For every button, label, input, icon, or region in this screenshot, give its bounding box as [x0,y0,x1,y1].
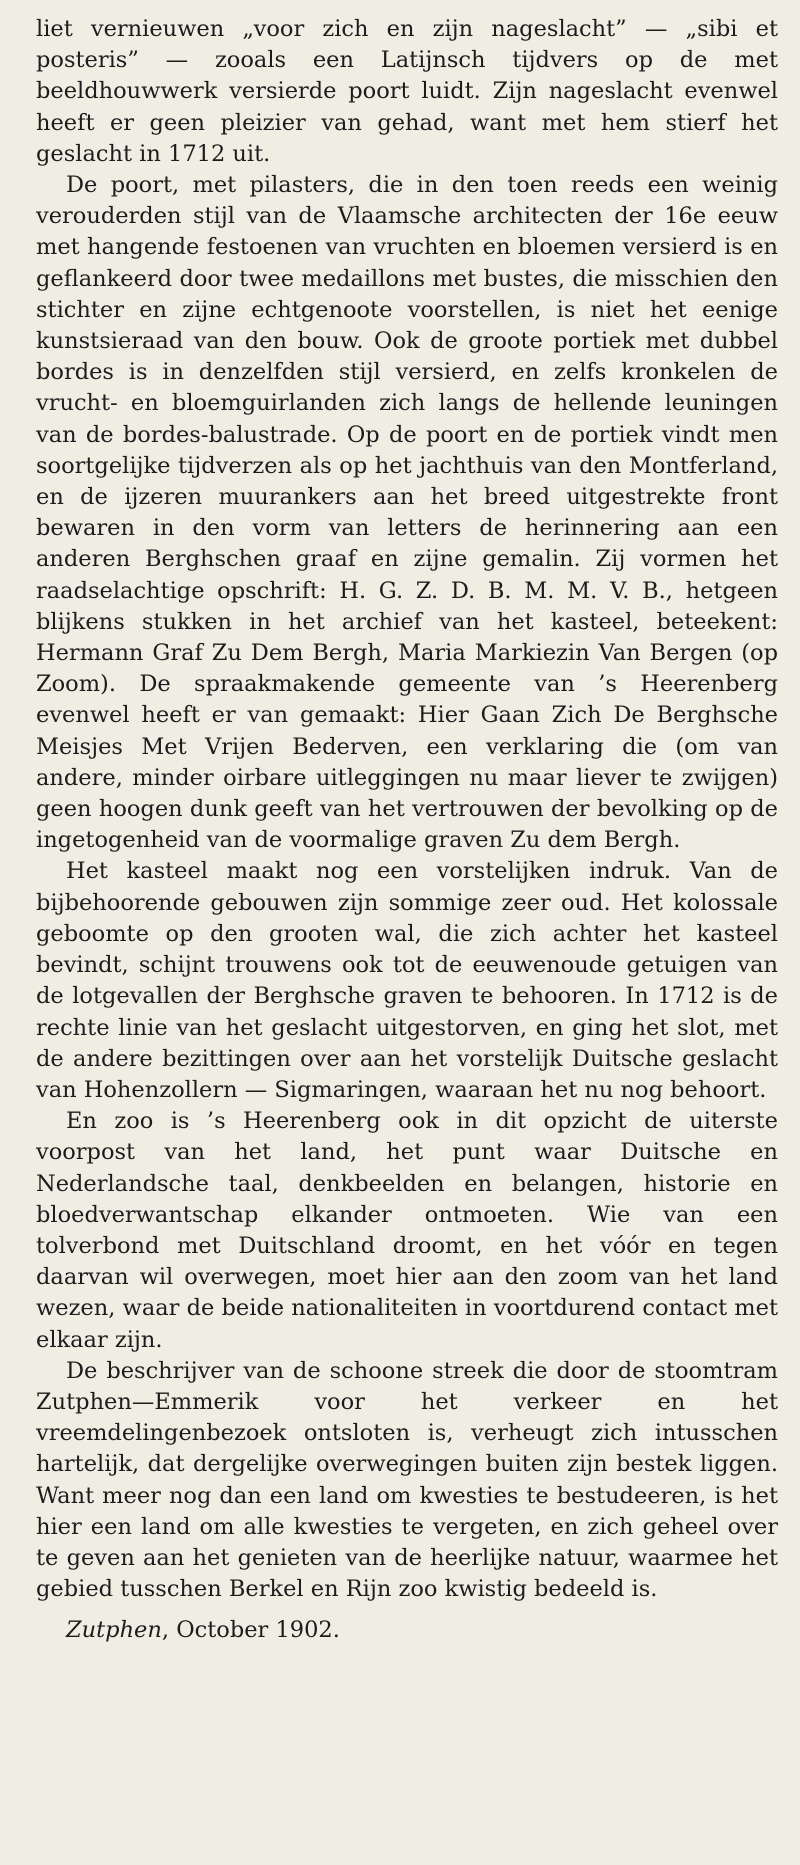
paragraph-2: De poort, met pilasters, die in den toen reeds een weinig verouderden stijl van de Vlaamsche architecten der 16e eeuw met hangende festoenen van vruchten en bloemen versierd is en geflankeerd door twee medaillons met bustes, die misschien den stichter en zijne echtgenoote voorstellen, is niet het eenige kunstsieraad van den bouw. Ook de groote portiek met dubbel bordes is in denzelfden stijl versierd, en zelfs kronkelen de vrucht- en bloemguirlanden zich langs de hellende leuningen van de bordes-balustrade. Op de poort en de portiek vindt men soortgelijke tijdverzen als op het jachthuis van den Montferland, en de ijzeren muurankers aan het breed uitgestrekte front bewaren in den vorm van letters de herinnering aan een anderen Berghschen graaf en zijne gemalin. Zij vormen het raadselachtige opschrift: H. G. Z. D. B. M. M. V. B., hetgeen blijkens stukken in het archief van het kasteel, beteekent: Hermann Graf Zu Dem Bergh, Maria Markiezin Van Bergen (op Zoom). De spraakmakende gemeente van ’s Heerenberg evenwel heeft er van gemaakt: Hier Gaan Zich De Berghsche Meisjes Met Vrijen Bederven, een verklaring die (om van andere, minder oirbare uitleggingen nu maar liever te zwijgen) geen hoogen dunk geeft van het vertrouwen der bevolking op de ingetogenheid van de voormalige graven Zu dem Bergh. [36,172,778,854]
signature-place: Zutphen [66,1617,162,1644]
signature-line [36,1615,778,1646]
signature-date: October 1902. [176,1617,340,1644]
article-body [36,14,778,1605]
paragraph-4: En zoo is ’s Heerenberg ook in dit opzicht de uiterste voorpost van het land, het punt waar Duitsche en Nederlandsche taal, denkbeelden en belangen, historie en bloedverwantschap elkander ontmoeten. Wie van een tolverbond met Duitschland droomt, en het vóór en tegen daarvan wil overwegen, moet hier aan den zoom van het land wezen, waar de beide nationaliteiten in voortdurend contact met elkaar zijn. [36,1108,778,1353]
paragraph-3: Het kasteel maakt nog een vorstelijken indruk. Van de bijbehoorende gebouwen zijn sommige zeer oud. Het kolossale geboomte op den grooten wal, die zich achter het kasteel bevindt, schijnt trouwens ook tot de eeuwenoude getuigen van de lotgevallen der Berghsche graven te behooren. In 1712 is de rechte linie van het geslacht uitgestorven, en ging het slot, met de andere bezittingen over aan het vorstelijk Duitsche geslacht van Hohenzollern — Sigmaringen, waaraan het nu nog behoort. [36,858,778,1103]
paragraph-1: liet vernieuwen „voor zich en zijn nageslacht” — „sibi et posteris” — zooals een Latijnsch tijdvers op de met beeldhouwwerk versierde poort luidt. Zijn nageslacht evenwel heeft er geen pleizier van gehad, want met hem stierf het geslacht in 1712 uit. [36,16,778,167]
signature-separator: , [161,1617,170,1644]
paragraph-5: De beschrijver van de schoone streek die door de stoomtram Zutphen—Emmerik voor het verkeer en het vreemdelingenbezoek ontsloten is, verheugt zich intusschen hartelijk, dat dergelijke overwegingen buiten zijn bestek liggen. Want meer nog dan een land om kwesties te bestudeeren, is het hier een land om alle kwesties te vergeten, en zich geheel over te geven aan het genieten van de heerlijke natuur, waarmee het gebied tusschen Berkel en Rijn zoo kwistig bedeeld is. [36,1357,778,1603]
